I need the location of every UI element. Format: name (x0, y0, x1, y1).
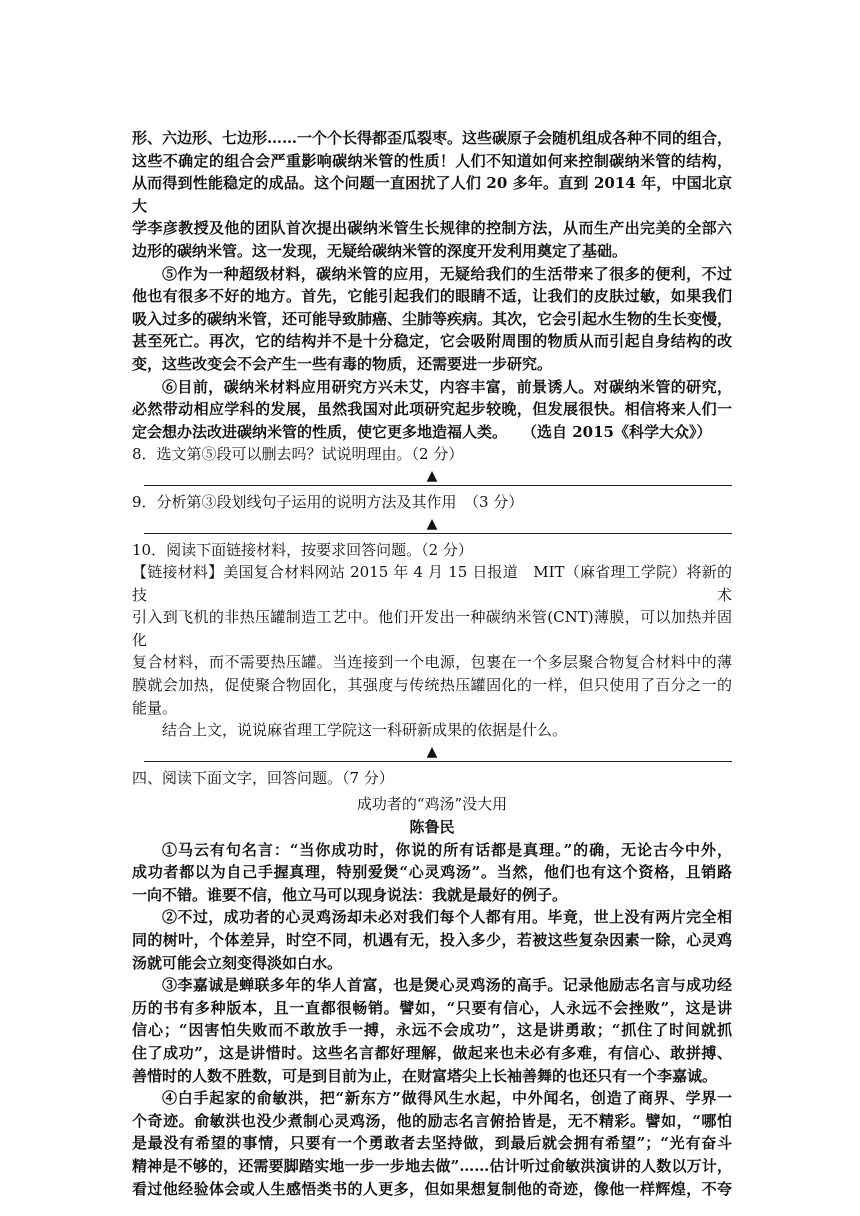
answer-line-q9[interactable] (132, 515, 732, 537)
article-paragraph-4-line: 是最没有希望的事情，只要有一个勇敢者去坚持做，到最后就会拥有希望”；“光有奋斗 (132, 1134, 732, 1153)
article-author: 陈鲁民 (409, 818, 455, 837)
article-paragraph-4-line: ④白手起家的俞敏洪，把“新东方”做得风生水起，中外闻名，创造了商界、学界一 (162, 1089, 732, 1108)
answer-underline (144, 533, 732, 534)
article-paragraph-3-line: 信心；“因害怕失败而不敢放手一搏，永远不会成功”，这是讲勇敢；“抓住了时间就抓 (132, 1021, 732, 1040)
page-content (132, 127, 732, 1200)
answer-line-q10[interactable] (132, 743, 732, 765)
question-8: 8．选文第⑤段可以删去吗？试说明理由。（2 分） (132, 445, 464, 464)
passage-line: 这些不确定的组合会严重影响碳纳米管的性质！人们不知道如何来控制碳纳米管的结构， (132, 151, 732, 170)
link-material-line: 复合材料，而不需要热压罐。当连接到一个电源，包裹在一个多层聚合物复合材料中的薄 (132, 653, 732, 672)
answer-underline (144, 761, 732, 762)
passage-line: 学李彦教授及他的团队首次提出碳纳米管生长规律的控制方法，从而生产出完美的全部六 (132, 219, 732, 238)
answer-underline (144, 485, 732, 486)
article-paragraph-3-line: ③李嘉诚是蝉联多年的华人首富，也是煲心灵鸡汤的高手。记录他励志名言与成功经 (162, 976, 732, 995)
article-title: 成功者的“鸡汤”没大用 (356, 795, 508, 814)
article-paragraph-2-line: 汤就可能会立刻变得淡如白水。 (132, 953, 343, 972)
answer-marker: ▲ (426, 743, 438, 760)
article-paragraph-4-line: 看过他经验体会或人生感悟类书的人更多，但如果想复制他的奇迹，像他一样辉煌，不夸 (132, 1179, 732, 1198)
paragraph-6-line: 定会想办法改进碳纳米管的性质，使它更多地造福人类。 （选自 2015《科学大众》） (132, 422, 712, 441)
paragraph-5-line: ⑤作为一种超级材料，碳纳米管的应用，无疑给我们的生活带来了很多的便利，不过 (162, 264, 732, 283)
article-paragraph-1-line: ①马云有句名言：“当你成功时，你说的所有话都是真理。”的确，无论古今中外， (162, 840, 732, 859)
article-paragraph-3-line: 住了成功”，这是讲惜时。这些名言都好理解，做起来也未必有多难，有信心、敢拼搏、 (132, 1043, 732, 1062)
paragraph-5-line: 他也有很多不好的地方。首先，它能引起我们的眼睛不适，让我们的皮肤过敏，如果我们 (132, 287, 732, 306)
question-10: 10．阅读下面链接材料，按要求回答问题。（2 分） (132, 540, 473, 559)
link-material-line: 能量。 (132, 698, 178, 717)
article-paragraph-3-line: 善惜时的人数不胜数，可是到目前为止，在财富塔尖上长袖善舞的也还只有一个李嘉诚。 (132, 1066, 718, 1085)
article-paragraph-4-line: 个奇迹。俞敏洪也没少煮制心灵鸡汤，他的励志名言俯拾皆是，无不精彩。譬如，“哪怕 (132, 1111, 732, 1130)
paragraph-6-line: ⑥目前，碳纳米材料应用研究方兴未艾，内容丰富，前景诱人。对碳纳米管的研究， (162, 377, 732, 396)
section-4-heading: 四、阅读下面文字，回答问题。（7 分） (132, 768, 394, 787)
article-paragraph-4-line: 精神是不够的，还需要脚踏实地一步一步地去做”……估计听过俞敏洪演讲的人数以万计， (132, 1156, 732, 1175)
link-material-line: 引入到飞机的非热压罐制造工艺中。他们开发出一种碳纳米管(CNT)薄膜，可以加热并固化 (132, 608, 732, 649)
answer-line-q8[interactable] (132, 467, 732, 489)
article-paragraph-2-line: 同的树叶，个体差异，时空不同，机遇有无，投入多少，若被这些复杂因素一除，心灵鸡 (132, 931, 732, 949)
passage-line: 从而得到性能稳定的成品。这个问题一直困扰了人们 20 多年。直到 2014 年，中国北京大 (132, 174, 732, 215)
article-paragraph-3-line: 历的书有多种版本，且一直都很畅销。譬如，“只要有信心，人永远不会挫败”，这是讲 (132, 998, 732, 1017)
answer-marker: ▲ (426, 515, 438, 532)
article-paragraph-1-line: 成功者都以为自己手握真理，特别爱煲“心灵鸡汤”。当然，他们也有这个资格，且销路 (132, 863, 732, 882)
paragraph-5-line: 吸入过多的碳纳米管，还可能导致肺癌、尘肺等疾病。其次，它会引起水生物的生长变慢， (132, 309, 733, 328)
passage-line: 形、六边形、七边形……一个个长得都歪瓜裂枣。这些碳原子会随机组成各种不同的组合， (132, 129, 733, 147)
link-material-line: 膜就会加热，促使聚合物固化，其强度与传统热压罐固化的一样，但只使用了百分之一的 (132, 676, 732, 695)
article-paragraph-2-line: ②不过，成功者的心灵鸡汤却未必对我们每个人都有用。毕竟，世上没有两片完全相 (162, 908, 732, 927)
link-material-line: 【链接材料】美国复合材料网站 2015 年 4 月 15 日报道 MIT（麻省理工学院）将新的技术 (132, 563, 732, 604)
question-9: 9．分析第③段划线句子运用的说明方法及其作用 （3 分） (132, 492, 524, 511)
question-10-prompt: 结合上文，说说麻省理工学院这一科研新成果的依据是什么。 (162, 721, 568, 740)
paragraph-6-line: 必然带动相应学科的发展，虽然我国对此项研究起步较晚，但发展很快。相信将来人们一 (132, 400, 732, 419)
paragraph-5-line: 甚至死亡。再次，它的结构并不是十分稳定，它会吸附周围的物质从而引起自身结构的改 (132, 332, 732, 351)
paragraph-5-line: 变，这些改变会不会产生一些有毒的物质，还需要进一步研究。 (132, 354, 553, 373)
passage-line: 边形的碳纳米管。这一发现，无疑给碳纳米管的深度开发利用奠定了基础。 (132, 241, 628, 260)
article-paragraph-1-line: 一向不错。谁要不信，他立马可以现身说法：我就是最好的例子。 (132, 885, 568, 904)
answer-marker: ▲ (426, 467, 438, 484)
